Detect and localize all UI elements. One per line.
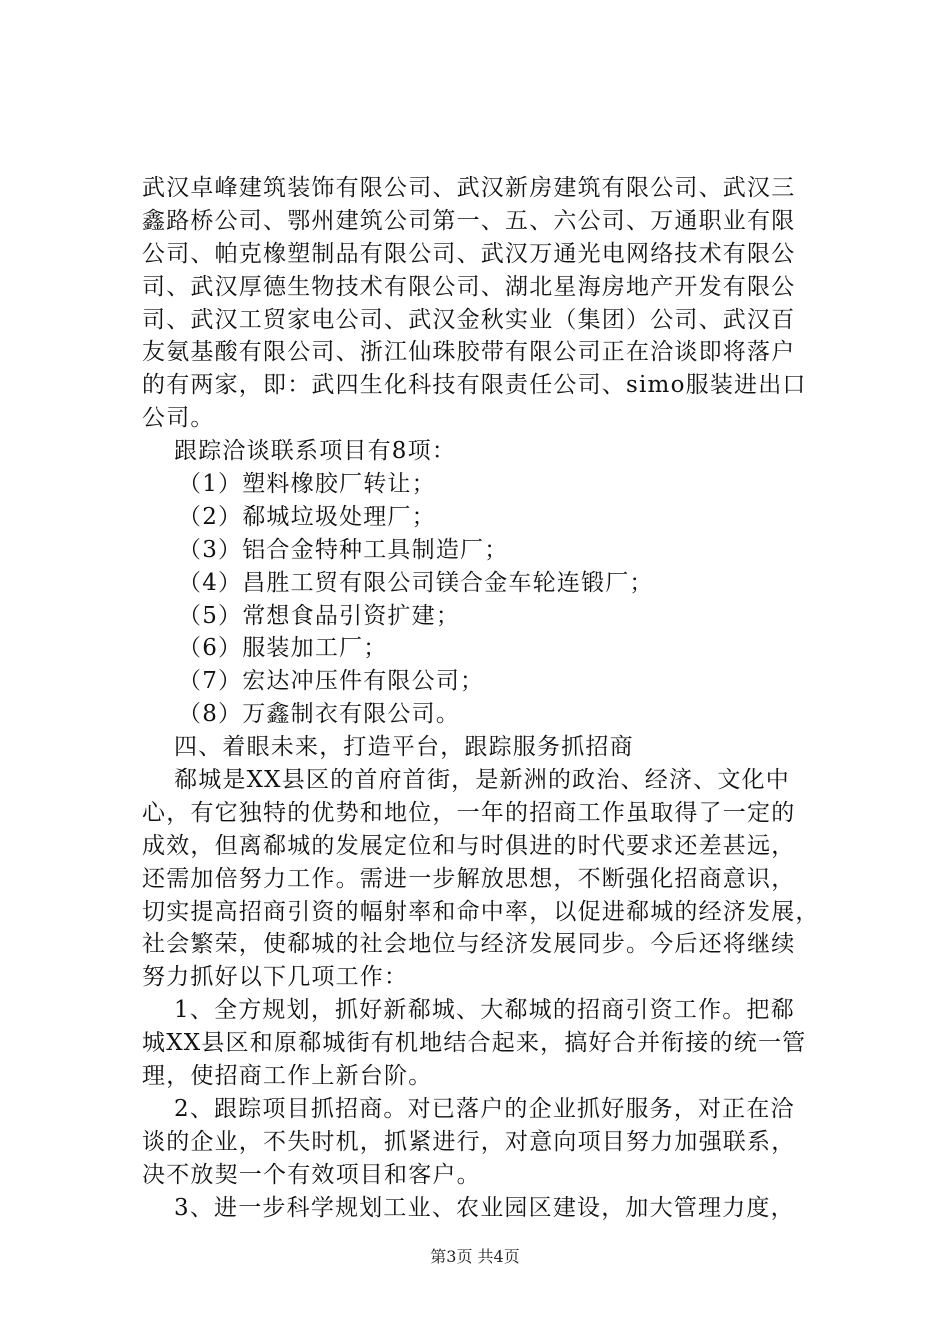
list-item: （1）塑料橡胶厂转让； xyxy=(178,471,436,498)
list-item: （5）常想食品引资扩建； xyxy=(178,602,461,629)
text-line: 鑫路桥公司、鄂州建筑公司第一、五、六公司、万通职业有限 xyxy=(142,207,796,234)
text-line: 2、跟踪项目抓招商。对已落户的企业抓好服务，对正在洽 xyxy=(174,1095,795,1122)
text-line: 公司、帕克橡塑制品有限公司、武汉万通光电网络技术有限公 xyxy=(142,240,796,267)
page-number: 第3页 共4页 xyxy=(430,1247,520,1266)
text-line: 成效，但离郗城的发展定位和与时俱进的时代要求还差甚远， xyxy=(142,832,796,859)
list-item: （2）郗城垃圾处理厂； xyxy=(178,503,436,530)
text-line: 城XX县区和原郗城街有机地结合起来，搞好合并衔接的统一管 xyxy=(142,1030,807,1057)
text-line: 切实提高招商引资的幅射率和命中率，以促进郗城的经济发展， xyxy=(142,898,820,925)
text-line: 1、全方规划，抓好新郗城、大郗城的招商引资工作。把郗 xyxy=(174,997,795,1024)
text-line: 友氨基酸有限公司、浙江仙珠胶带有限公司正在洽谈即将落户 xyxy=(142,339,796,366)
text-line: 谈的企业，不失时机，抓紧进行，对意向项目努力加强联系， xyxy=(142,1128,796,1155)
text-line: 还需加倍努力工作。需进一步解放思想，不断强化招商意识， xyxy=(142,865,796,892)
text-line: 郗城是XX县区的首府首街，是新洲的政治、经济、文化中 xyxy=(174,767,790,794)
text-line: 心，有它独特的优势和地位，一年的招商工作虽取得了一定的 xyxy=(142,799,796,826)
paragraph-heading: 跟踪洽谈联系项目有8项： xyxy=(174,438,457,465)
text-line: 理，使招商工作上新台阶。 xyxy=(142,1063,433,1090)
text-line: 司、武汉厚德生物技术有限公司、湖北星海房地产开发有限公 xyxy=(142,273,796,300)
document-body xyxy=(142,172,832,1225)
list-item: （4）昌胜工贸有限公司镁合金车轮连锻厂； xyxy=(178,569,654,596)
text-line: 社会繁荣，使郗城的社会地位与经济发展同步。今后还将继续 xyxy=(142,931,796,958)
list-item: （3）铝合金特种工具制造厂； xyxy=(178,536,509,563)
list-item: （7）宏达冲压件有限公司； xyxy=(178,668,485,695)
list-item: （8）万鑫制衣有限公司。 xyxy=(178,701,461,728)
text-line: 决不放契一个有效项目和客户。 xyxy=(142,1161,481,1188)
text-line: 武汉卓峰建筑装饰有限公司、武汉新房建筑有限公司、武汉三 xyxy=(142,175,796,201)
text-line: 的有两家，即：武四生化科技有限责任公司、simo服装进出口 xyxy=(142,372,807,399)
text-line: 3、进一步科学规划工业、农业园区建设，加大管理力度， xyxy=(174,1194,795,1221)
list-item: （6）服装加工厂； xyxy=(178,635,388,662)
text-line: 司、武汉工贸家电公司、武汉金秋实业（集团）公司、武汉百 xyxy=(142,306,796,333)
section-heading: 四、着眼未来，打造平台，跟踪服务抓招商 xyxy=(174,734,634,761)
text-line: 努力抓好以下几项工作： xyxy=(142,964,409,991)
text-line: 公司。 xyxy=(142,405,215,432)
